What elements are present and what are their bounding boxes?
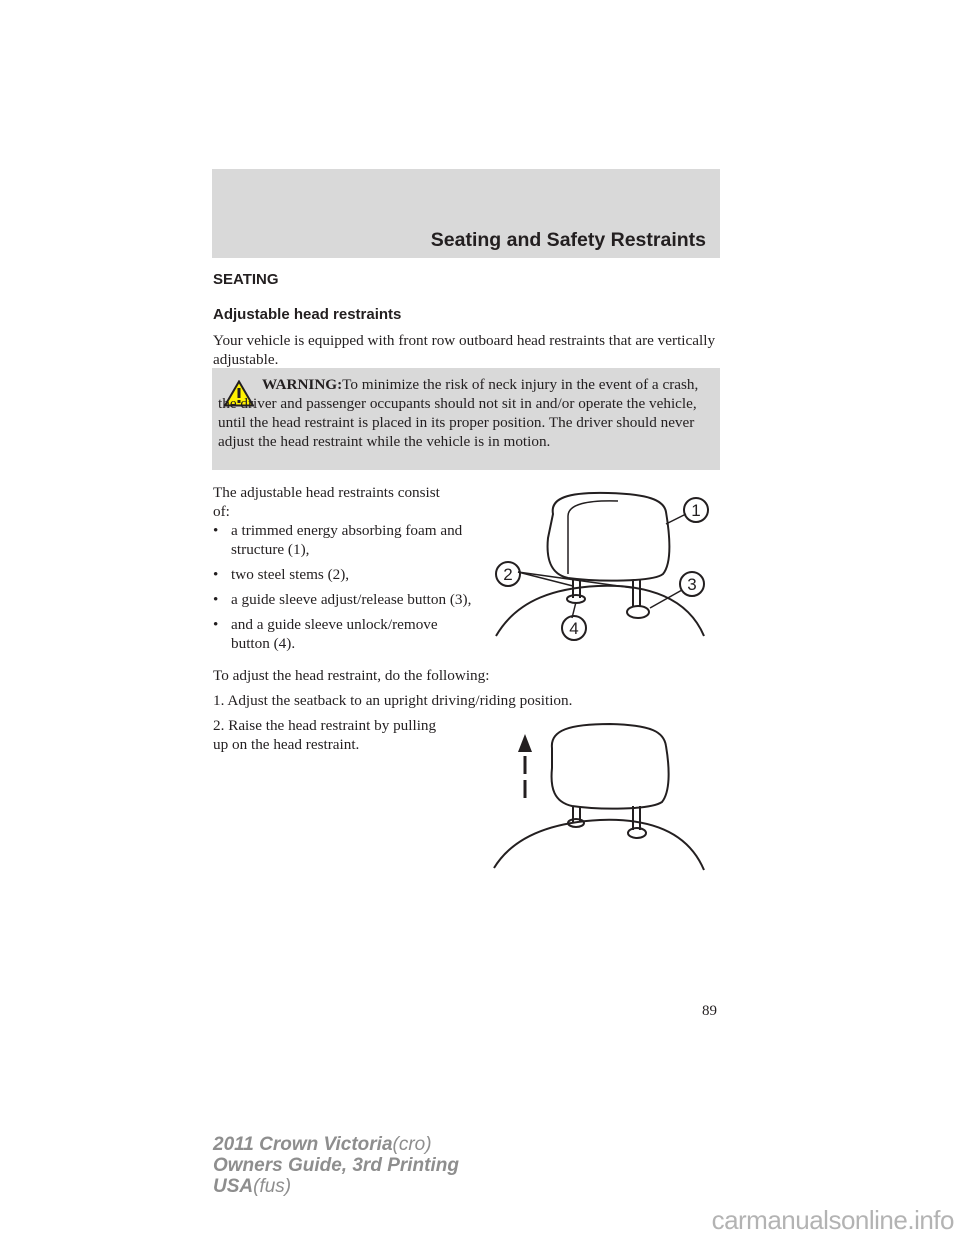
list-item: • a guide sleeve adjust/release button (3), bbox=[213, 591, 472, 608]
list-item: • two steel stems (2), bbox=[213, 566, 350, 583]
up-arrow-icon bbox=[518, 734, 532, 798]
raise-head-restraint-diagram bbox=[490, 718, 712, 874]
warning-body: To minimize the risk of neck injury in the event of a crash, the driver and passenger occupants should not sit in and/or operate the vehicle, until the head restraint is placed in its proper position. The driver should never adjust the head restraint while the vehicle is in motion. bbox=[218, 376, 699, 450]
document-footer: 2011 Crown Victoria(cro) Owners Guide, 3rd Printing USA(fus) bbox=[213, 1134, 459, 1197]
consist-intro: The adjustable head restraints consist of: bbox=[213, 484, 440, 520]
warning-text bbox=[218, 375, 714, 451]
warning-box bbox=[212, 368, 720, 470]
callout-label: 3 bbox=[687, 575, 697, 594]
component-list bbox=[213, 521, 473, 659]
section-header-title: Seating and Safety Restraints bbox=[430, 229, 706, 251]
page-number: 89 bbox=[702, 1003, 717, 1019]
section-heading: SEATING bbox=[213, 271, 279, 288]
list-item: • and a guide sleeve unlock/remove button (4). bbox=[213, 616, 438, 652]
step-2: 2. Raise the head restraint by pulling up on the head restraint. bbox=[213, 717, 437, 753]
watermark: carmanualsonline.info bbox=[711, 1205, 954, 1235]
intro-paragraph: Your vehicle is equipped with front row outboard head restraints that are vertically adjustable. bbox=[213, 332, 716, 368]
head-restraint-diagram bbox=[488, 488, 720, 648]
callout-label: 1 bbox=[691, 501, 701, 520]
section-header-bar bbox=[212, 169, 720, 258]
step-1: 1. Adjust the seatback to an upright driving/riding position. bbox=[213, 692, 573, 709]
callout-label: 4 bbox=[569, 619, 579, 638]
list-item: • a trimmed energy absorbing foam and structure (1), bbox=[213, 522, 463, 558]
warning-label: WARNING: bbox=[262, 376, 343, 393]
adjust-intro: To adjust the head restraint, do the following: bbox=[213, 667, 490, 684]
callout-label: 2 bbox=[503, 565, 513, 584]
sub-heading: Adjustable head restraints bbox=[213, 306, 402, 323]
